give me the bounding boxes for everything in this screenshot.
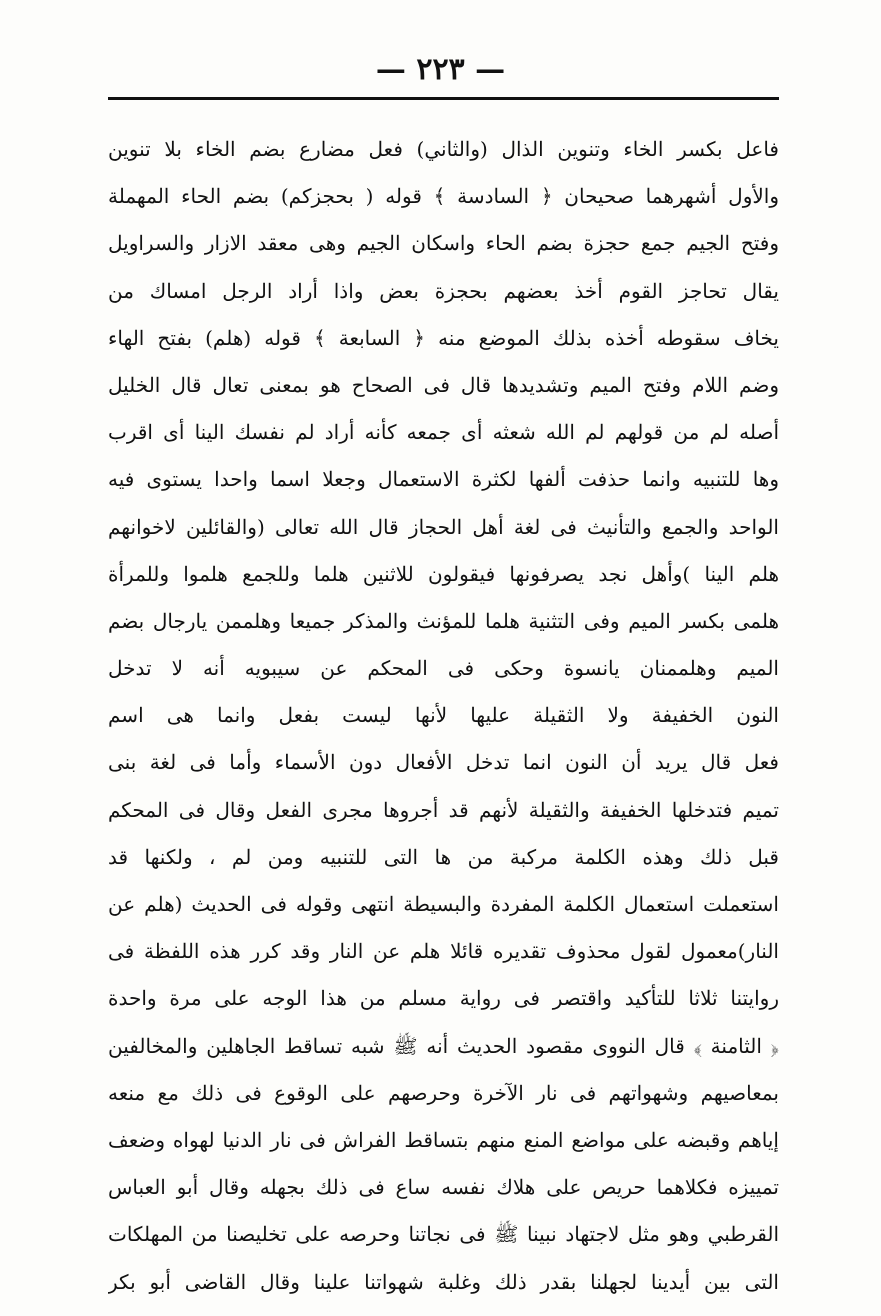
text-line: إياهم وقبضه على مواضع المنع منهم بتساقط الفراش فى نار الدنيا لهواه وضعف <box>108 1127 779 1152</box>
header-rule <box>108 97 779 100</box>
text-line: يخاف سقوطه أخذه بذلك الموضع منه ﴿ السابعة ﴾ قوله (هلم) بفتح الهاء <box>108 325 779 350</box>
text-line: الواحد والجمع والتأنيث فى لغة أهل الحجاز قال الله تعالى (والقائلين لاخوانهم <box>108 514 779 539</box>
text-line: يقال تحاجز القوم أخذ بعضهم بحجزة بعض واذا أراد الرجل امساك من <box>108 278 779 303</box>
text-line: روايتنا ثلاثا للتأكيد واقتصر فى رواية مسلم من هذا الوجه على مرة واحدة <box>108 986 779 1011</box>
text-line: الميم وهلممنان يانسوة وحكى فى المحكم عن سيبويه أنه لا تدخل <box>108 656 779 681</box>
text-line: استعملت استعمال الكلمة المفردة والبسيطة انتهى وقوله فى الحديث (هلم عن <box>108 892 779 916</box>
text-line: القرطبي وهو مثل لاجتهاد نبينا ﷺ فى نجاتنا وحرصه على تخليصنا من المهلكات <box>108 1222 779 1247</box>
body-text <box>108 126 779 1306</box>
text-line: التى بين أيدينا لجهلنا بقدر ذلك وغلبة شهواتنا علينا وقال القاضى أبو بكر <box>108 1269 779 1294</box>
text-line: تميم فتدخلها الخفيفة والثقيلة لأنهم قد أجروها مجرى الفعل وقال فى المحكم <box>108 797 779 822</box>
text-line: ﴿ الثامنة ﴾ قال النووى مقصود الحديث أنه ﷺ شبه تساقط الجاهلين والمخالفين <box>108 1033 779 1058</box>
text-line: تمييزه فكلاهما حريص على هلاك نفسه ساع فى ذلك بجهله وقال أبو العباس <box>108 1175 779 1200</box>
text-line: النار)معمول لقول محذوف تقديره قائلا هلم عن النار وقد كرر هذه اللفظة فى <box>108 939 779 964</box>
text-line: وها للتنبيه وانما حذفت ألفها لكثرة الاستعمال وجعلا اسما واحدا يستوى فيه <box>108 467 779 492</box>
page-number: — ٢٢٣ — <box>375 52 506 87</box>
text-line: فعل قال يريد أن النون انما تدخل الأفعال دون الأسماء وأما فى لغة بنى <box>108 750 779 775</box>
text-line: بمعاصيهم وشهواتهم فى نار الآخرة وحرصهم على الوقوع فى ذلك مع منعه <box>108 1080 779 1105</box>
text-line: وفتح الجيم جمع حجزة بضم الحاء واسكان الجيم وهى معقد الازار والسراويل <box>108 231 779 256</box>
text-line: هلم الينا )وأهل نجد يصرفونها فيقولون للاثنين هلما وللجمع هلموا وللمرأة <box>108 561 779 586</box>
text-line: وضم اللام وفتح الميم وتشديدها قال فى الصحاح هو بمعنى تعال قال الخليل <box>108 372 779 397</box>
text-line: قبل ذلك وهذه الكلمة مركبة من ها التى للتنبيه ومن لم ، ولكنها قد <box>108 844 779 869</box>
text-line: هلمى بكسر الميم وفى التثنية هلما للمؤنث والمذكر جميعا وهلممن يارجال بضم <box>108 608 779 633</box>
text-line: فاعل بكسر الخاء وتنوين الذال (والثاني) فعل مضارع بضم الخاء بلا تنوين <box>108 137 779 161</box>
text-line: النون الخفيفة ولا الثقيلة عليها لأنها ليست بفعل وانما هى اسم <box>108 703 779 728</box>
text-line: والأول أشهرهما صحيحان ﴿ السادسة ﴾ قوله ( بحجزكم) بضم الحاء المهملة <box>108 184 779 209</box>
text-line: أصله لم من قولهم لم الله شعثه أى جمعه كأنه أراد لم نفسك الينا أى اقرب <box>108 420 779 445</box>
